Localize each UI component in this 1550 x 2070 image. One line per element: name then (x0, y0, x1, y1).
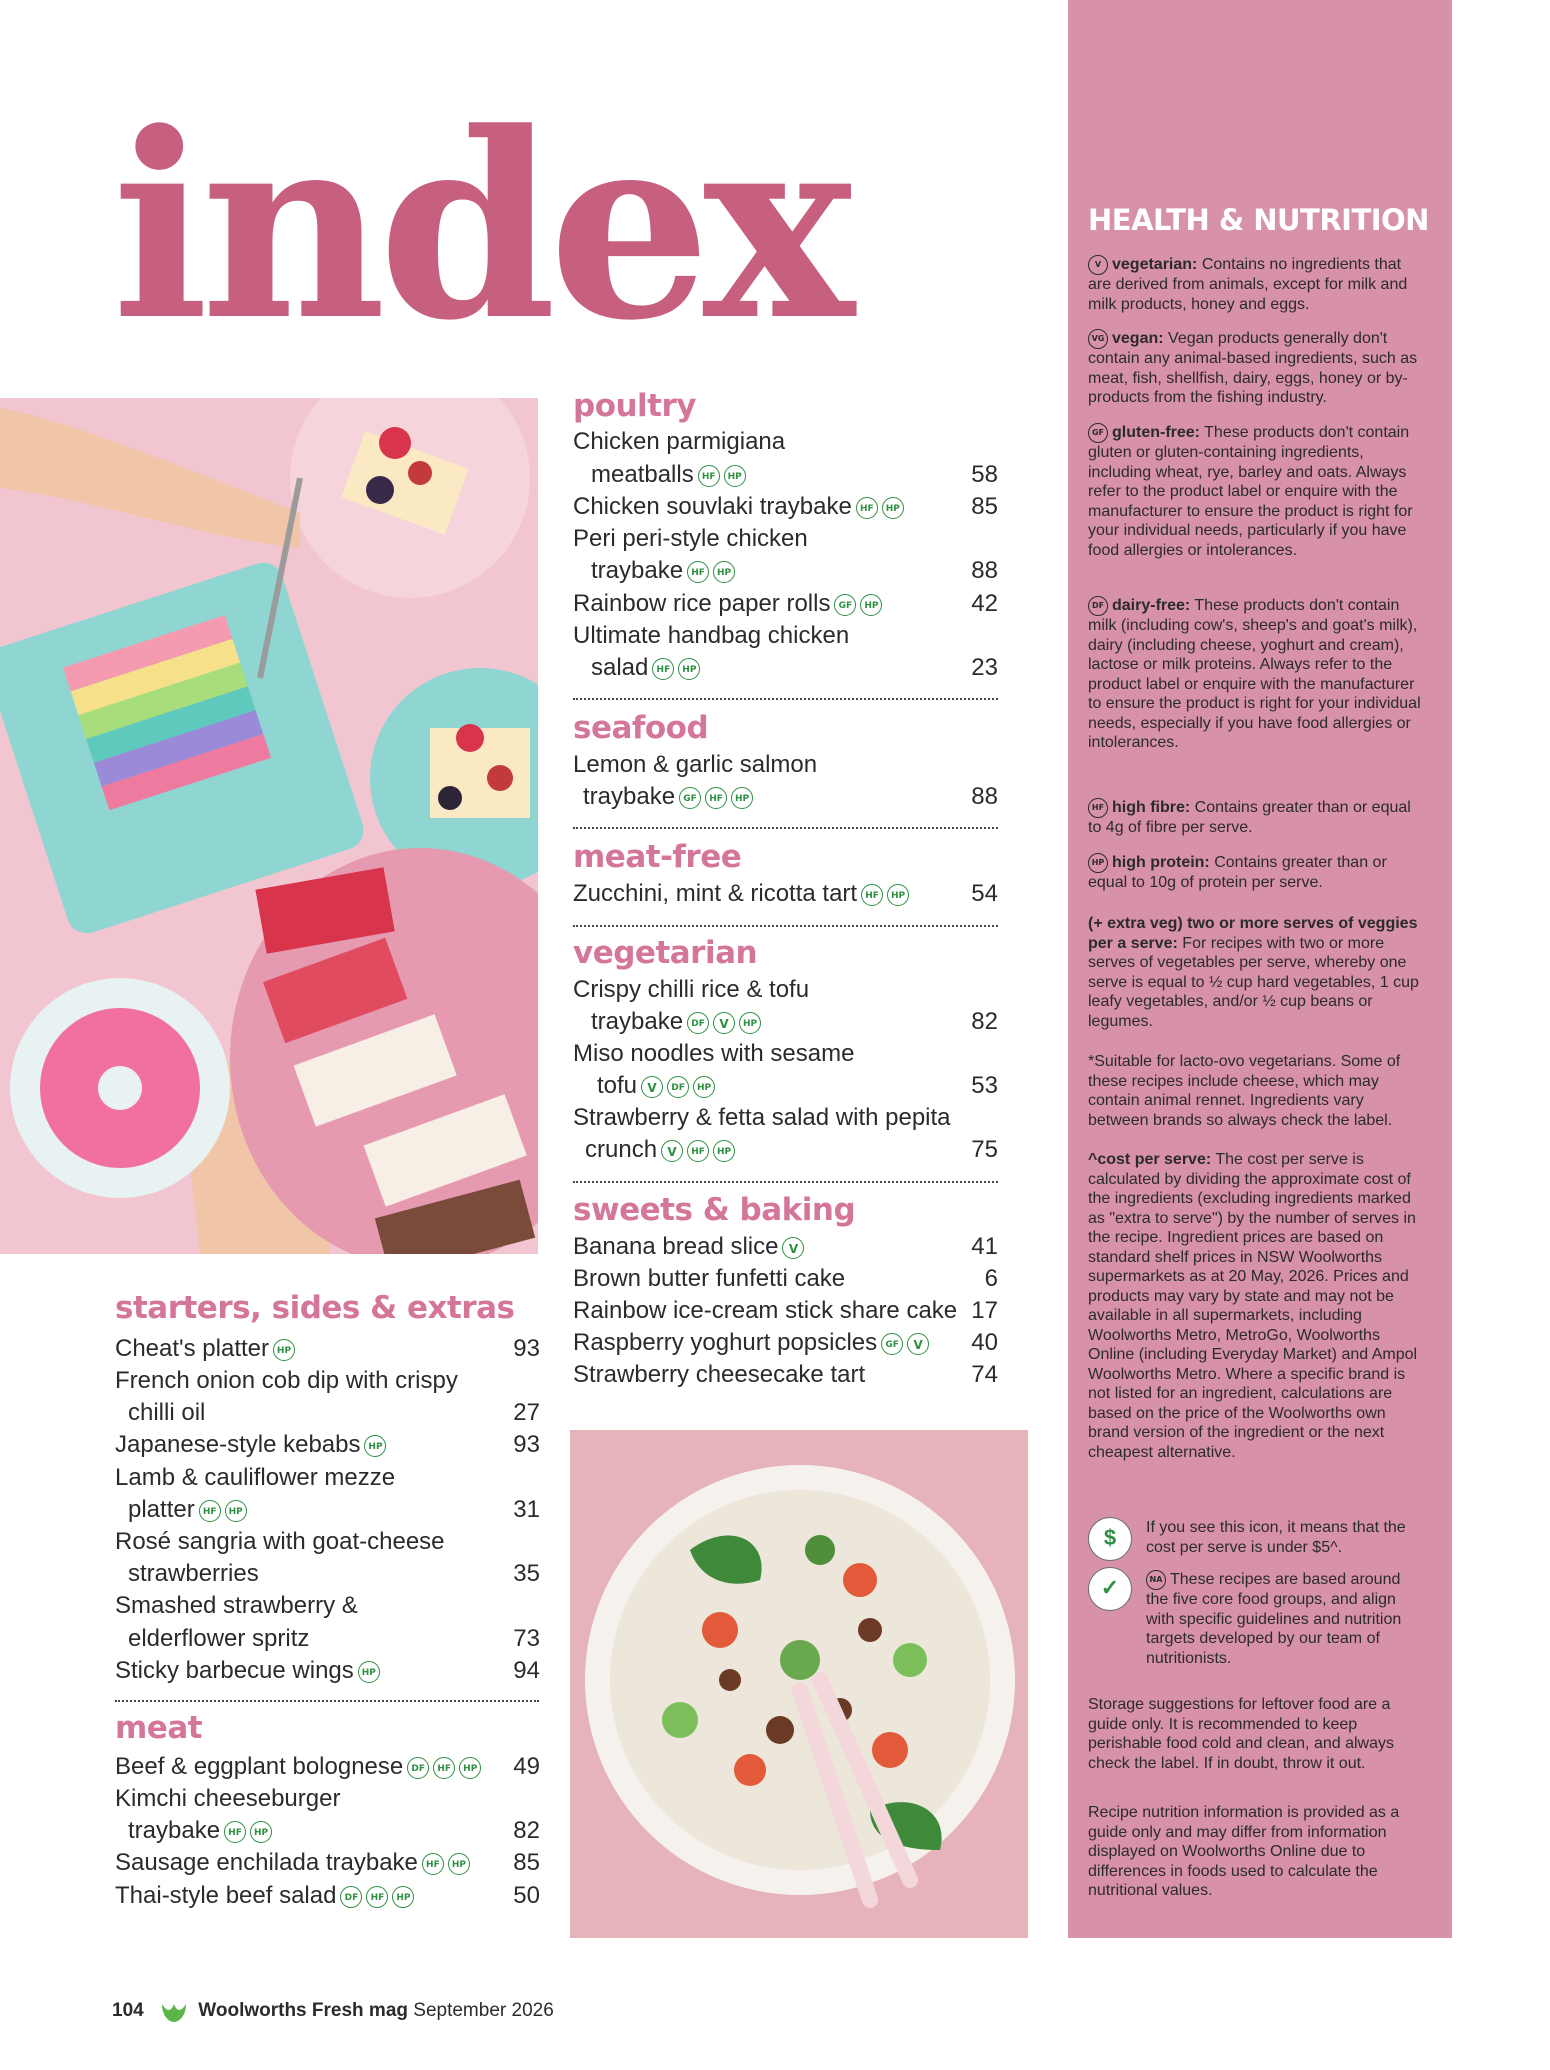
page-number: 54 (971, 880, 998, 907)
high-protein-icon: HP (713, 1140, 735, 1162)
recipe-title: Thai-style beef salad DF HF HP (115, 1880, 414, 1912)
gluten-free-icon: GF (679, 787, 701, 809)
high-fibre-icon: HF (687, 561, 709, 583)
section-heading-seafood: seafood (573, 710, 709, 746)
divider (115, 1700, 539, 1702)
page-number: 27 (513, 1399, 540, 1426)
high-protein-icon: HP (1088, 853, 1108, 873)
recipe-title: French onion cob dip with crispy (115, 1367, 458, 1394)
legend-gluten-free: GF gluten-free: These products don't contain gluten or gluten-containing ingredients, including wheat, rye, barley and oats. Always refer to the product label or enquire with the manufacturer to ensure the product is right for your individual needs, particularly if you have food allergies or intolerances. (1088, 424, 1413, 559)
cake-photo (0, 398, 538, 1254)
recipe-title: traybake GF HF HP (583, 781, 753, 813)
gluten-free-icon: GF (834, 594, 856, 616)
page-number: 42 (971, 590, 998, 617)
recipe-title: Beef & eggplant bolognese DF HF HP (115, 1751, 481, 1783)
vegan-icon: VG (1088, 329, 1108, 349)
high-protein-icon: HP (459, 1757, 481, 1779)
recipe-title: Smashed strawberry & (115, 1592, 358, 1619)
recipe-title: traybake HF HP (128, 1815, 272, 1847)
high-fibre-icon: HF (224, 1821, 246, 1843)
note-nutrition-info: Recipe nutrition information is provided as a guide only and may differ from information displayed on Woolworths Online due to differences in foods used to calculate the nutritional values. (1088, 1804, 1400, 1899)
page-number: 85 (971, 493, 998, 520)
page-number: 35 (513, 1560, 540, 1587)
high-protein-icon: HP (724, 465, 746, 487)
high-protein-icon: HP (225, 1500, 247, 1522)
recipe-title: elderflower spritz (128, 1625, 310, 1652)
high-fibre-icon: HF (861, 884, 883, 906)
recipe-title: Sticky barbecue wings HP (115, 1655, 380, 1687)
high-fibre-icon: HF (433, 1757, 455, 1779)
sidebar-title: HEALTH & NUTRITION (1088, 203, 1429, 237)
recipe-title: Lamb & cauliflower mezze (115, 1464, 396, 1491)
page-number: 93 (513, 1431, 540, 1458)
recipe-title: Crispy chilli rice & tofu (573, 976, 810, 1003)
legend-extra-veg: (+ extra veg) two or more serves of veggies per a serve: For recipes with two or more serves of vegetables per serve, whereby one serve is equal to ½ cup hard vegetables, 1 cup leafy vegetables, and/or ½ cup beans or legumes. (1088, 915, 1419, 1030)
high-protein-icon: HP (731, 787, 753, 809)
recipe-title: Kimchi cheeseburger (115, 1785, 341, 1812)
recipe-title: Peri peri-style chicken (573, 525, 808, 552)
recipe-title: tofu V DF HP (597, 1070, 715, 1102)
page-number: 82 (971, 1008, 998, 1035)
recipe-title: Cheat's platter HP (115, 1333, 295, 1365)
vegetarian-icon: V (641, 1076, 663, 1098)
page-number: 6 (984, 1265, 998, 1292)
note-lacto-ovo: *Suitable for lacto-ovo vegetarians. Some of these recipes include cheese, which may contain animal rennet. Ingredients vary between brands so always check the label. (1088, 1053, 1401, 1129)
high-protein-icon: HP (860, 594, 882, 616)
recipe-title: traybake DF V HP (591, 1006, 761, 1038)
note-nutritionist-approved: NA These recipes are based around the five core food groups, and align with specific guidelines and nutrition targets developed by our team of nutritionists. (1146, 1571, 1402, 1667)
recipe-title: platter HF HP (128, 1494, 247, 1526)
vegetarian-icon: V (1088, 255, 1108, 275)
page-number: 85 (513, 1849, 540, 1876)
high-fibre-icon: HF (366, 1886, 388, 1908)
high-protein-icon: HP (887, 884, 909, 906)
section-heading-vegetarian: vegetarian (573, 935, 758, 971)
high-protein-icon: HP (678, 658, 700, 680)
page-number: 53 (971, 1072, 998, 1099)
page-number: 93 (513, 1335, 540, 1362)
section-heading-starters: starters, sides & extras (115, 1290, 515, 1326)
dairy-free-icon: DF (1088, 596, 1108, 616)
magazine-brand: Woolworths Fresh mag (198, 2000, 408, 2022)
recipe-title: crunch V HF HP (585, 1134, 735, 1166)
legend-high-fibre: HF high fibre: Contains greater than or equal to 4g of fibre per serve. (1088, 799, 1411, 836)
high-protein-icon: HP (693, 1076, 715, 1098)
vegetarian-icon: V (782, 1237, 804, 1259)
section-heading-sweets: sweets & baking (573, 1192, 856, 1228)
nutritionist-approved-badge-icon: ✓ (1088, 1567, 1132, 1611)
page-number: 23 (971, 654, 998, 681)
gluten-free-icon: GF (881, 1333, 903, 1355)
legend-vegan: VG vegan: Vegan products generally don't contain any animal-based ingredients, such as meat, fish, shellfish, dairy, eggs, honey or by-products from the fishing industry. (1088, 330, 1418, 406)
recipe-title: Strawberry & fetta salad with pepita (573, 1104, 951, 1131)
high-protein-icon: HP (358, 1661, 380, 1683)
page-number: 31 (513, 1496, 540, 1523)
page-title: index (112, 78, 847, 377)
note-storage: Storage suggestions for leftover food are a guide only. It is recommended to keep perishable food cold and clean, and always check the label. If in doubt, throw it out. (1088, 1696, 1394, 1772)
high-fibre-icon: HF (652, 658, 674, 680)
note-budget: If you see this icon, it means that the cost per serve is under $5^. (1146, 1519, 1406, 1556)
high-protein-icon: HP (448, 1853, 470, 1875)
budget-badge-icon: $ (1088, 1517, 1132, 1561)
page-number: 82 (513, 1817, 540, 1844)
recipe-title: chilli oil (128, 1399, 206, 1426)
recipe-title: Chicken parmigiana (573, 428, 786, 455)
divider (573, 698, 998, 700)
high-protein-icon: HP (250, 1821, 272, 1843)
page-number: 73 (513, 1625, 540, 1652)
page-number: 17 (971, 1297, 998, 1324)
legend-vegetarian: V vegetarian: Contains no ingredients that are derived from animals, except for milk and milk products, honey and eggs. (1088, 256, 1408, 313)
page-number: 58 (971, 461, 998, 488)
recipe-title: Ultimate handbag chicken (573, 622, 850, 649)
legend-high-protein: HP high protein: Contains greater than or equal to 10g of protein per serve. (1088, 854, 1387, 891)
recipe-title: Miso noodles with sesame (573, 1040, 855, 1067)
recipe-title: Rosé sangria with goat-cheese (115, 1528, 445, 1555)
recipe-title: Banana bread slice V (573, 1231, 804, 1263)
high-protein-icon: HP (392, 1886, 414, 1908)
vegetarian-icon: V (661, 1140, 683, 1162)
nutritionist-approved-icon: NA (1146, 1570, 1166, 1590)
dairy-free-icon: DF (687, 1012, 709, 1034)
recipe-title: Strawberry cheesecake tart (573, 1361, 866, 1388)
page-number: 88 (971, 783, 998, 810)
recipe-title: Japanese-style kebabs HP (115, 1429, 386, 1461)
recipe-title: Sausage enchilada traybake HF HP (115, 1847, 470, 1879)
recipe-title: Brown butter funfetti cake (573, 1265, 846, 1292)
high-protein-icon: HP (739, 1012, 761, 1034)
page-number: 94 (513, 1657, 540, 1684)
note-cost-per-serve: ^cost per serve: The cost per serve is calculated by dividing the approximate cost of the ingredients (excluding ingredients marked as "extra to serve") by the number of serves in the recipe. Ingredient prices are based on standard shelf prices in NSW Woolworths supermarkets as at 20 May, 2026. Prices and products may vary by state and may not be available in all supermarkets, including Woolworths Metro, MetroGo, Woolworths Online (including Everyday Market) and Ampol Woolworths Metro. Where a specific brand is not listed for an ingredient, calculations are based on the price of the Woolworths own brand version of the ingredient or the next cheapest alternative. (1088, 1151, 1418, 1461)
woolworths-logo-icon (159, 1998, 189, 2024)
section-heading-meat: meat (115, 1710, 203, 1746)
vegetarian-icon: V (907, 1333, 929, 1355)
recipe-title: Lemon & garlic salmon (573, 751, 818, 778)
page-number: 74 (971, 1361, 998, 1388)
dairy-free-icon: DF (340, 1886, 362, 1908)
recipe-title: Chicken souvlaki traybake HF HP (573, 491, 904, 523)
recipe-title: Rainbow ice-cream stick share cake (573, 1297, 958, 1324)
page-number: 41 (971, 1233, 998, 1260)
page-number: 50 (513, 1882, 540, 1909)
recipe-title: meatballs HF HP (591, 459, 746, 491)
high-protein-icon: HP (273, 1339, 295, 1361)
recipe-title: Raspberry yoghurt popsicles GF V (573, 1327, 929, 1359)
high-fibre-icon: HF (1088, 798, 1108, 818)
high-fibre-icon: HF (698, 465, 720, 487)
recipe-title: salad HF HP (591, 652, 700, 684)
high-fibre-icon: HF (687, 1140, 709, 1162)
recipe-title: Rainbow rice paper rolls GF HP (573, 588, 882, 620)
page-number: 49 (513, 1753, 540, 1780)
high-fibre-icon: HF (705, 787, 727, 809)
high-protein-icon: HP (713, 561, 735, 583)
legend-dairy-free: DF dairy-free: These products don't contain milk (including cow's, sheep's and goat's milk), dairy (including cheese, yoghurt and cream), lactose or milk proteins. Always refer to the product label or enquire with the manufacturer to ensure the product is right for your individual needs, especially if you have food allergies or intolerances. (1088, 597, 1421, 751)
recipe-title: Zucchini, mint & ricotta tart HF HP (573, 878, 909, 910)
issue-date: September 2026 (413, 2000, 554, 2022)
section-heading-poultry: poultry (573, 388, 696, 424)
section-heading-meat-free: meat-free (573, 839, 742, 875)
page-number: 88 (971, 557, 998, 584)
page-number: 75 (971, 1136, 998, 1163)
dairy-free-icon: DF (667, 1076, 689, 1098)
high-fibre-icon: HF (856, 497, 878, 519)
recipe-title: traybake HF HP (591, 555, 735, 587)
high-fibre-icon: HF (422, 1853, 444, 1875)
recipe-title: strawberries (128, 1560, 259, 1587)
high-protein-icon: HP (364, 1435, 386, 1457)
high-protein-icon: HP (882, 497, 904, 519)
divider (573, 925, 998, 927)
dairy-free-icon: DF (407, 1757, 429, 1779)
high-fibre-icon: HF (199, 1500, 221, 1522)
divider (573, 827, 998, 829)
divider (573, 1181, 998, 1183)
footer (112, 1998, 554, 2024)
gluten-free-icon: GF (1088, 423, 1108, 443)
page-number: 104 (112, 2000, 144, 2022)
vegetarian-icon: V (713, 1012, 735, 1034)
page-number: 40 (971, 1329, 998, 1356)
salad-photo (570, 1430, 1028, 1938)
